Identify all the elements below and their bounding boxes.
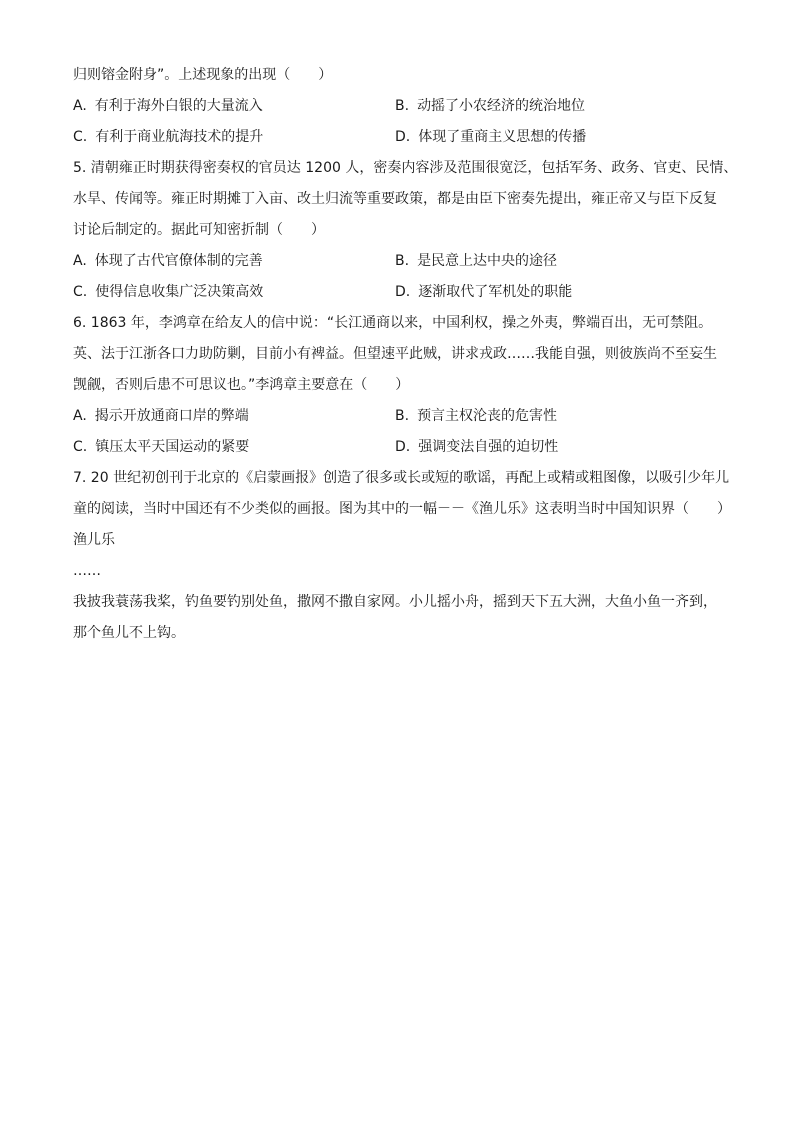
q4-options-row-2 [73, 126, 733, 157]
option-text: 预言主权沦丧的危害性 [417, 408, 558, 424]
q5-stem-line-3: 讨论后制定的。据此可知密折制（ ） [73, 222, 325, 238]
option-letter: B. [395, 253, 410, 269]
q7-stem-line-2: 童的阅读，当时中国还有不少类似的画报。图为其中的一幅－－《渔儿乐》这表明当时中国知识界（ ） [73, 501, 731, 517]
q7-poem-title: 渔儿乐 [73, 532, 115, 548]
option-letter: C. [73, 129, 88, 145]
q7-stem-line-1: 7. 20 世纪初创刊于北京的《启蒙画报》创造了很多或长或短的歌谣，再配上或精或粗图像，以吸引少年儿 [73, 470, 730, 486]
q5-option-a[interactable] [73, 250, 395, 281]
q4-stem-tail: 归则镕金附身”。上述现象的出现（ ） [73, 67, 333, 83]
q5-options-row-1 [73, 250, 733, 281]
q7-ellipsis: …… [73, 563, 101, 579]
option-text: 是民意上达中央的途径 [417, 253, 558, 269]
q4-options-row-1 [73, 95, 733, 126]
option-text: 有利于海外白银的大量流入 [94, 98, 263, 114]
option-letter: A. [73, 408, 87, 424]
q7-poem-line-1: 我披我蓑荡我桨，钓鱼要钓别处鱼，撒网不撒自家网。小儿摇小舟，摇到天下五大洲，大鱼小鱼一齐到， [73, 594, 717, 610]
option-text: 镇压太平天国运动的紧要 [95, 439, 250, 455]
q5-stem-line-1: 5. 清朝雍正时期获得密奏权的官员达 1200 人，密奏内容涉及范围很宽泛，包括军务、政务、官吏、民情、 [73, 160, 738, 176]
q4-option-c[interactable] [73, 126, 395, 157]
exam-page [73, 64, 738, 653]
option-letter: A. [73, 98, 87, 114]
q5-option-b[interactable] [395, 250, 557, 281]
q6-stem-line-1: 6. 1863 年，李鸿章在给友人的信中说：“长江通商以来，中国利权，操之外夷，弊端百出，无可禁阻。 [73, 315, 713, 331]
q5-option-c[interactable] [73, 281, 395, 312]
q6-options-row-1 [73, 405, 733, 436]
q6-option-d[interactable] [395, 436, 558, 467]
q6-stem-line-2: 英、法于江浙各口力助防剿，目前小有裨益。但望速平此贼，讲求戎政……我能自强，则彼族尚不至妄生 [73, 346, 717, 362]
q5-options-row-2 [73, 281, 733, 312]
q4-option-d[interactable] [395, 126, 586, 157]
q6-option-b[interactable] [395, 405, 557, 436]
option-text: 揭示开放通商口岸的弊端 [94, 408, 249, 424]
option-text: 使得信息收集广泛决策高效 [95, 284, 264, 300]
q6-option-a[interactable] [73, 405, 395, 436]
option-letter: D. [395, 439, 411, 455]
option-letter: D. [395, 129, 411, 145]
q5-stem-line-2: 水旱、传闻等。雍正时期摊丁入亩、改土归流等重要政策，都是由臣下密奏先提出，雍正帝又与臣下反复 [73, 191, 717, 207]
option-text: 有利于商业航海技术的提升 [95, 129, 264, 145]
option-letter: B. [395, 98, 410, 114]
q6-option-c[interactable] [73, 436, 395, 467]
option-text: 逐渐取代了军机处的职能 [418, 284, 573, 300]
q7-poem-line-2: 那个鱼儿不上钩。 [73, 625, 185, 641]
option-text: 体现了古代官僚体制的完善 [94, 253, 263, 269]
q6-stem-line-3: 觊觎，否则后患不可思议也。”李鸿章主要意在（ ） [73, 377, 410, 393]
option-letter: C. [73, 284, 88, 300]
q4-option-b[interactable] [395, 95, 585, 126]
q4-option-a[interactable] [73, 95, 395, 126]
option-letter: D. [395, 284, 411, 300]
q5-option-d[interactable] [395, 281, 572, 312]
option-letter: C. [73, 439, 88, 455]
option-text: 动摇了小农经济的统治地位 [417, 98, 586, 114]
option-letter: A. [73, 253, 87, 269]
option-text: 体现了重商主义思想的传播 [418, 129, 587, 145]
option-text: 强调变法自强的迫切性 [418, 439, 559, 455]
option-letter: B. [395, 408, 410, 424]
q6-options-row-2 [73, 436, 733, 467]
